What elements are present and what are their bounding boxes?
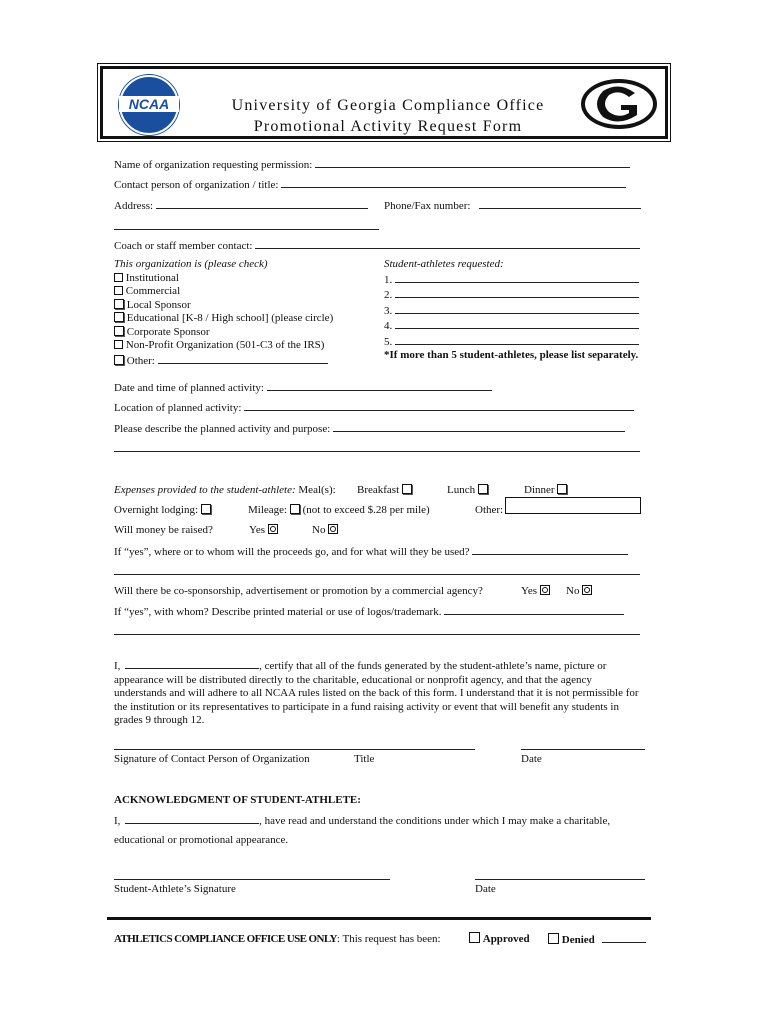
institutional-checkbox[interactable] xyxy=(114,273,123,282)
athlete-signature-label: Student-Athlete’s Signature xyxy=(114,883,236,895)
sponsorship-row xyxy=(114,584,483,598)
sponsorship-followup-label: If “yes”, with whom? Describe printed material or use of logos/trademark. xyxy=(114,606,442,618)
sponsorship-yes-radio[interactable] xyxy=(540,585,550,595)
certify-prefix: I, xyxy=(114,660,121,672)
acknowledgment-line-2: educational or promotional appearance. xyxy=(114,834,289,846)
certify-line-5: grades 9 through 12. xyxy=(114,714,205,726)
signature-date-line[interactable] xyxy=(521,749,645,750)
sponsorship-no-radio[interactable] xyxy=(582,585,592,595)
mileage-option[interactable] xyxy=(248,503,430,517)
lunch-label: Lunch xyxy=(447,484,476,496)
denied-checkbox[interactable] xyxy=(548,933,559,944)
nonprofit-checkbox[interactable] xyxy=(114,340,123,349)
location-field[interactable] xyxy=(244,400,634,411)
overnight-option[interactable] xyxy=(114,503,211,517)
office-use-label: ATHLETICS COMPLIANCE OFFICE USE ONLY xyxy=(114,933,337,945)
org-option-nonprofit[interactable] xyxy=(114,339,333,353)
org-type-section xyxy=(114,258,333,368)
contact-label: Contact person of organization / title: xyxy=(114,179,279,191)
describe-line-2[interactable] xyxy=(114,441,640,452)
title-line-1: University of Georgia Compliance Office xyxy=(231,97,545,114)
institutional-label: Institutional xyxy=(125,271,179,284)
ack-prefix: I, xyxy=(114,815,121,827)
certify-text-1: , certify that all of the funds generated by the student-athlete’s name, picture or xyxy=(259,660,607,672)
commercial-checkbox[interactable] xyxy=(114,286,123,295)
athlete-number: 5. xyxy=(384,335,393,348)
athlete-number: 3. xyxy=(384,304,393,317)
address-line-2[interactable] xyxy=(114,219,379,230)
signature-contact-line[interactable] xyxy=(114,749,475,750)
nonprofit-label: Non-Profit Organization (501-C3 of the IRS) xyxy=(125,339,325,351)
office-divider xyxy=(107,917,651,920)
educational-checkbox[interactable] xyxy=(114,312,124,322)
sponsorship-question: Will there be co-sponsorship, advertisement or promotion by a commercial agency? xyxy=(114,585,483,597)
lunch-option[interactable] xyxy=(447,483,488,497)
sponsorship-yes-option[interactable] xyxy=(521,584,550,598)
certify-line-2: appearance will be distributed directly to the charitable, educational or nonprofit agency, and that the agency xyxy=(114,673,592,686)
money-followup-field[interactable] xyxy=(472,544,628,555)
expenses-label: Expenses provided to the student-athlete: xyxy=(114,484,296,496)
mileage-note: (not to exceed $.28 per mile) xyxy=(302,504,430,516)
org-option-educational[interactable] xyxy=(114,312,333,326)
address-field[interactable] xyxy=(156,198,368,209)
ncaa-logo-text: NCAA xyxy=(119,96,179,112)
other-label: Other: xyxy=(126,354,155,367)
sponsorship-followup-line-2[interactable] xyxy=(114,624,640,635)
coach-row xyxy=(114,238,640,253)
athletes-note: *If more than 5 student-athletes, please list separately. xyxy=(384,349,639,361)
location-row xyxy=(114,400,634,415)
athlete-field[interactable] xyxy=(395,334,639,345)
dinner-checkbox[interactable] xyxy=(557,484,567,494)
athlete-date-label: Date xyxy=(475,883,496,895)
athlete-field[interactable] xyxy=(395,318,639,329)
dinner-option[interactable] xyxy=(524,483,567,497)
athlete-field[interactable] xyxy=(395,287,639,298)
overnight-label: Overnight lodging: xyxy=(114,504,199,516)
title-line-2: Promotional Activity Request Form xyxy=(253,118,523,135)
athlete-line-5[interactable] xyxy=(384,334,639,350)
local-sponsor-label: Local Sponsor xyxy=(126,298,191,311)
location-label: Location of planned activity: xyxy=(114,402,242,414)
signature-title-label: Title xyxy=(354,753,375,765)
org-option-corporate[interactable] xyxy=(114,326,333,340)
signature-date-label: Date xyxy=(521,753,542,765)
phone-label: Phone/Fax number: xyxy=(384,200,471,212)
money-question: Will money be raised? xyxy=(114,524,213,536)
contact-row xyxy=(114,177,626,192)
money-followup-label: If “yes”, where or to whom will the proceeds go, and for what will they be used? xyxy=(114,546,470,558)
address-row xyxy=(114,198,368,213)
money-yes-radio[interactable] xyxy=(268,524,278,534)
sponsorship-no-label: No xyxy=(566,585,580,597)
certify-line-4: the institution or its representatives to participate in a fund raising activity or event that will benefit any students in xyxy=(114,700,619,713)
org-name-row xyxy=(114,157,630,172)
corporate-checkbox[interactable] xyxy=(114,326,124,336)
org-option-other[interactable] xyxy=(114,353,333,369)
signature-contact-label: Signature of Contact Person of Organization xyxy=(114,753,310,765)
money-followup-line-2[interactable] xyxy=(114,564,640,575)
breakfast-label: Breakfast xyxy=(357,484,400,496)
local-sponsor-checkbox[interactable] xyxy=(114,299,124,309)
sponsorship-no-option[interactable] xyxy=(566,584,592,598)
sponsorship-followup-field[interactable] xyxy=(444,604,624,615)
mileage-checkbox[interactable] xyxy=(290,504,300,514)
certify-line-3: understands and will adhere to all NCAA rules listed on the back of this form. I understand that it is not permissible for xyxy=(114,687,639,699)
describe-field[interactable] xyxy=(333,421,625,432)
denied-label: Denied xyxy=(561,934,595,946)
other-expense-label: Other: xyxy=(475,504,504,516)
org-option-local-sponsor[interactable] xyxy=(114,299,333,313)
meals-label: Meal(s): xyxy=(298,484,336,496)
phone-field[interactable] xyxy=(479,198,641,209)
breakfast-option[interactable] xyxy=(357,483,412,497)
coach-field[interactable] xyxy=(255,238,640,249)
other-expense-row xyxy=(475,503,503,517)
mileage-label: Mileage: xyxy=(248,504,288,516)
money-followup-row xyxy=(114,544,628,559)
money-row xyxy=(114,523,213,537)
money-yes-label: Yes xyxy=(249,524,266,536)
athlete-line-3[interactable] xyxy=(384,303,639,319)
date-time-label: Date and time of planned activity: xyxy=(114,382,264,394)
org-option-commercial[interactable] xyxy=(114,285,333,299)
org-name-field[interactable] xyxy=(315,157,630,168)
denied-option[interactable] xyxy=(548,932,646,947)
certify-paragraph xyxy=(114,658,659,728)
denied-field[interactable] xyxy=(602,932,646,943)
phone-row xyxy=(384,198,641,213)
org-type-heading: This organization is (please check) xyxy=(114,258,268,270)
money-no-label: No xyxy=(312,524,326,536)
date-time-field[interactable] xyxy=(267,380,492,391)
other-field[interactable] xyxy=(158,353,328,364)
other-checkbox[interactable] xyxy=(114,355,124,365)
certify-line-1 xyxy=(114,658,659,674)
date-time-row xyxy=(114,380,492,395)
money-no-option[interactable] xyxy=(312,523,338,537)
ack-name-field[interactable] xyxy=(125,813,259,824)
approved-label: Approved xyxy=(482,933,530,945)
corporate-label: Corporate Sponsor xyxy=(126,325,210,338)
athlete-signature-line[interactable] xyxy=(114,879,390,880)
ack-text-1: , have read and understand the conditions under which I may make a charitable, xyxy=(259,815,611,827)
lunch-checkbox[interactable] xyxy=(478,484,488,494)
acknowledgment-line-1 xyxy=(114,813,610,828)
athlete-line-1[interactable] xyxy=(384,272,639,288)
expenses-row xyxy=(114,483,336,497)
athlete-date-line[interactable] xyxy=(475,879,645,880)
contact-field[interactable] xyxy=(281,177,626,188)
ncaa-logo xyxy=(119,75,179,135)
coach-label: Coach or staff member contact: xyxy=(114,240,253,252)
describe-row xyxy=(114,421,625,436)
g-letter-icon xyxy=(581,79,657,129)
athlete-number: 4. xyxy=(384,320,393,332)
sponsorship-followup-row xyxy=(114,604,624,619)
office-use-row xyxy=(114,932,441,946)
georgia-g-logo xyxy=(581,79,657,129)
athlete-number: 1. xyxy=(384,273,393,286)
page-title xyxy=(203,95,573,137)
educational-label: Educational [K-8 / High school] (please circle) xyxy=(126,312,334,324)
acknowledgment-heading: ACKNOWLEDGMENT OF STUDENT-ATHLETE: xyxy=(114,794,361,806)
other-expense-input[interactable] xyxy=(505,497,641,514)
athletes-section xyxy=(384,258,639,363)
describe-label: Please describe the planned activity and purpose: xyxy=(114,423,331,435)
athlete-line-4[interactable] xyxy=(384,318,639,334)
approved-option[interactable] xyxy=(469,932,530,946)
athletes-heading: Student-athletes requested: xyxy=(384,258,504,270)
sponsorship-yes-label: Yes xyxy=(521,585,538,597)
org-name-label: Name of organization requesting permission: xyxy=(114,159,313,171)
athlete-field[interactable] xyxy=(395,303,639,314)
athlete-field[interactable] xyxy=(395,272,639,283)
overnight-checkbox[interactable] xyxy=(201,504,211,514)
athlete-line-2[interactable] xyxy=(384,287,639,303)
office-use-text: : This request has been: xyxy=(336,933,441,945)
commercial-label: Commercial xyxy=(125,285,181,297)
dinner-label: Dinner xyxy=(524,484,555,496)
address-label: Address: xyxy=(114,200,154,212)
approved-checkbox[interactable] xyxy=(469,932,480,943)
money-yes-option[interactable] xyxy=(249,523,278,537)
header-box xyxy=(100,66,668,139)
org-option-institutional[interactable] xyxy=(114,272,333,286)
athlete-number: 2. xyxy=(384,289,393,301)
breakfast-checkbox[interactable] xyxy=(402,484,412,494)
certify-name-field[interactable] xyxy=(125,658,259,669)
money-no-radio[interactable] xyxy=(328,524,338,534)
